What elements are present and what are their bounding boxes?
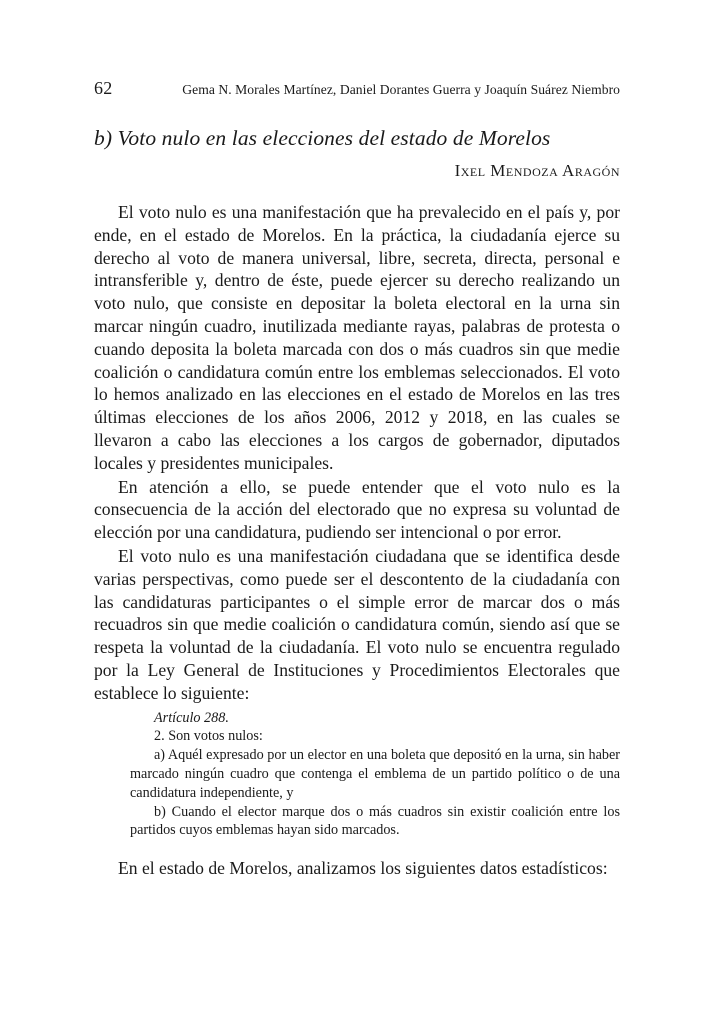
body-text	[94, 201, 620, 880]
running-head-authors: Gema N. Morales Martínez, Daniel Dorantes Guerra y Joaquín Suárez Niembro	[182, 82, 620, 97]
quote-item-a: a) Aquél expresado por un elector en una boleta que depositó en la urna, sin haber marcado ningún cuadro que contenga el emblema de un partido político o de una candidatura independiente, y	[130, 747, 620, 801]
book-page	[94, 78, 620, 880]
running-header	[94, 78, 620, 102]
section-author: Ixel Mendoza Aragón	[454, 161, 620, 180]
body-paragraph-1: El voto nulo es una manifestación que ha prevalecido en el país y, por ende, en el estado de Morelos. En la práctica, la ciudadanía ejerce su derecho al voto de manera universal, libre, secreta, directa, personal e intransferible y, dentro de éste, puede ejercer su derecho realizando un voto nulo, que consiste en depositar la boleta electoral en la urna sin marcar ningún cuadro, inutilizada mediante rayas, palabras de protesta o cuando deposita la boleta marcada con dos o más cuadros sin que medie coalición o candidatura común entre los emblemas seleccionados. El voto lo hemos analizado en las elecciones en el estado de Morelos en las tres últimas elecciones de los años 2006, 2012 y 2018, en las cuales se llevaron a cabo las elecciones a los cargos de gobernador, diputados locales y presidentes municipales.	[94, 202, 620, 473]
body-paragraph-2: En atención a ello, se puede entender que el voto nulo es la consecuencia de la acción del electorado que no expresa su voluntad de elección por una candidatura, pudiendo ser intencional o por error.	[94, 476, 620, 543]
body-paragraph-3: El voto nulo es una manifestación ciudadana que se identifica desde varias perspectivas, como puede ser el descontento de la ciudadanía con las candidaturas participantes o el simple error de marcar dos o más recuadros sin que medie coalición o candidatura común, siendo así que se respeta la voluntad de la ciudadanía. El voto nulo se encuentra regulado por la Ley General de Instituciones y Procedimientos Electorales que establece lo siguiente:	[94, 545, 620, 703]
legal-quote	[130, 709, 620, 841]
closing-paragraph: En el estado de Morelos, analizamos los siguientes datos estadísticos:	[118, 858, 608, 879]
section-title: b) Voto nulo en las elecciones del estado de Morelos	[94, 126, 551, 150]
quote-item-b: b) Cuando el elector marque dos o más cuadros sin existir coalición entre los partidos cuyos emblemas hayan sido marcados.	[130, 803, 620, 839]
quote-intro: 2. Son votos nulos:	[154, 728, 263, 745]
quote-article-heading: Artículo 288.	[154, 709, 229, 726]
page-number: 62	[94, 78, 113, 98]
